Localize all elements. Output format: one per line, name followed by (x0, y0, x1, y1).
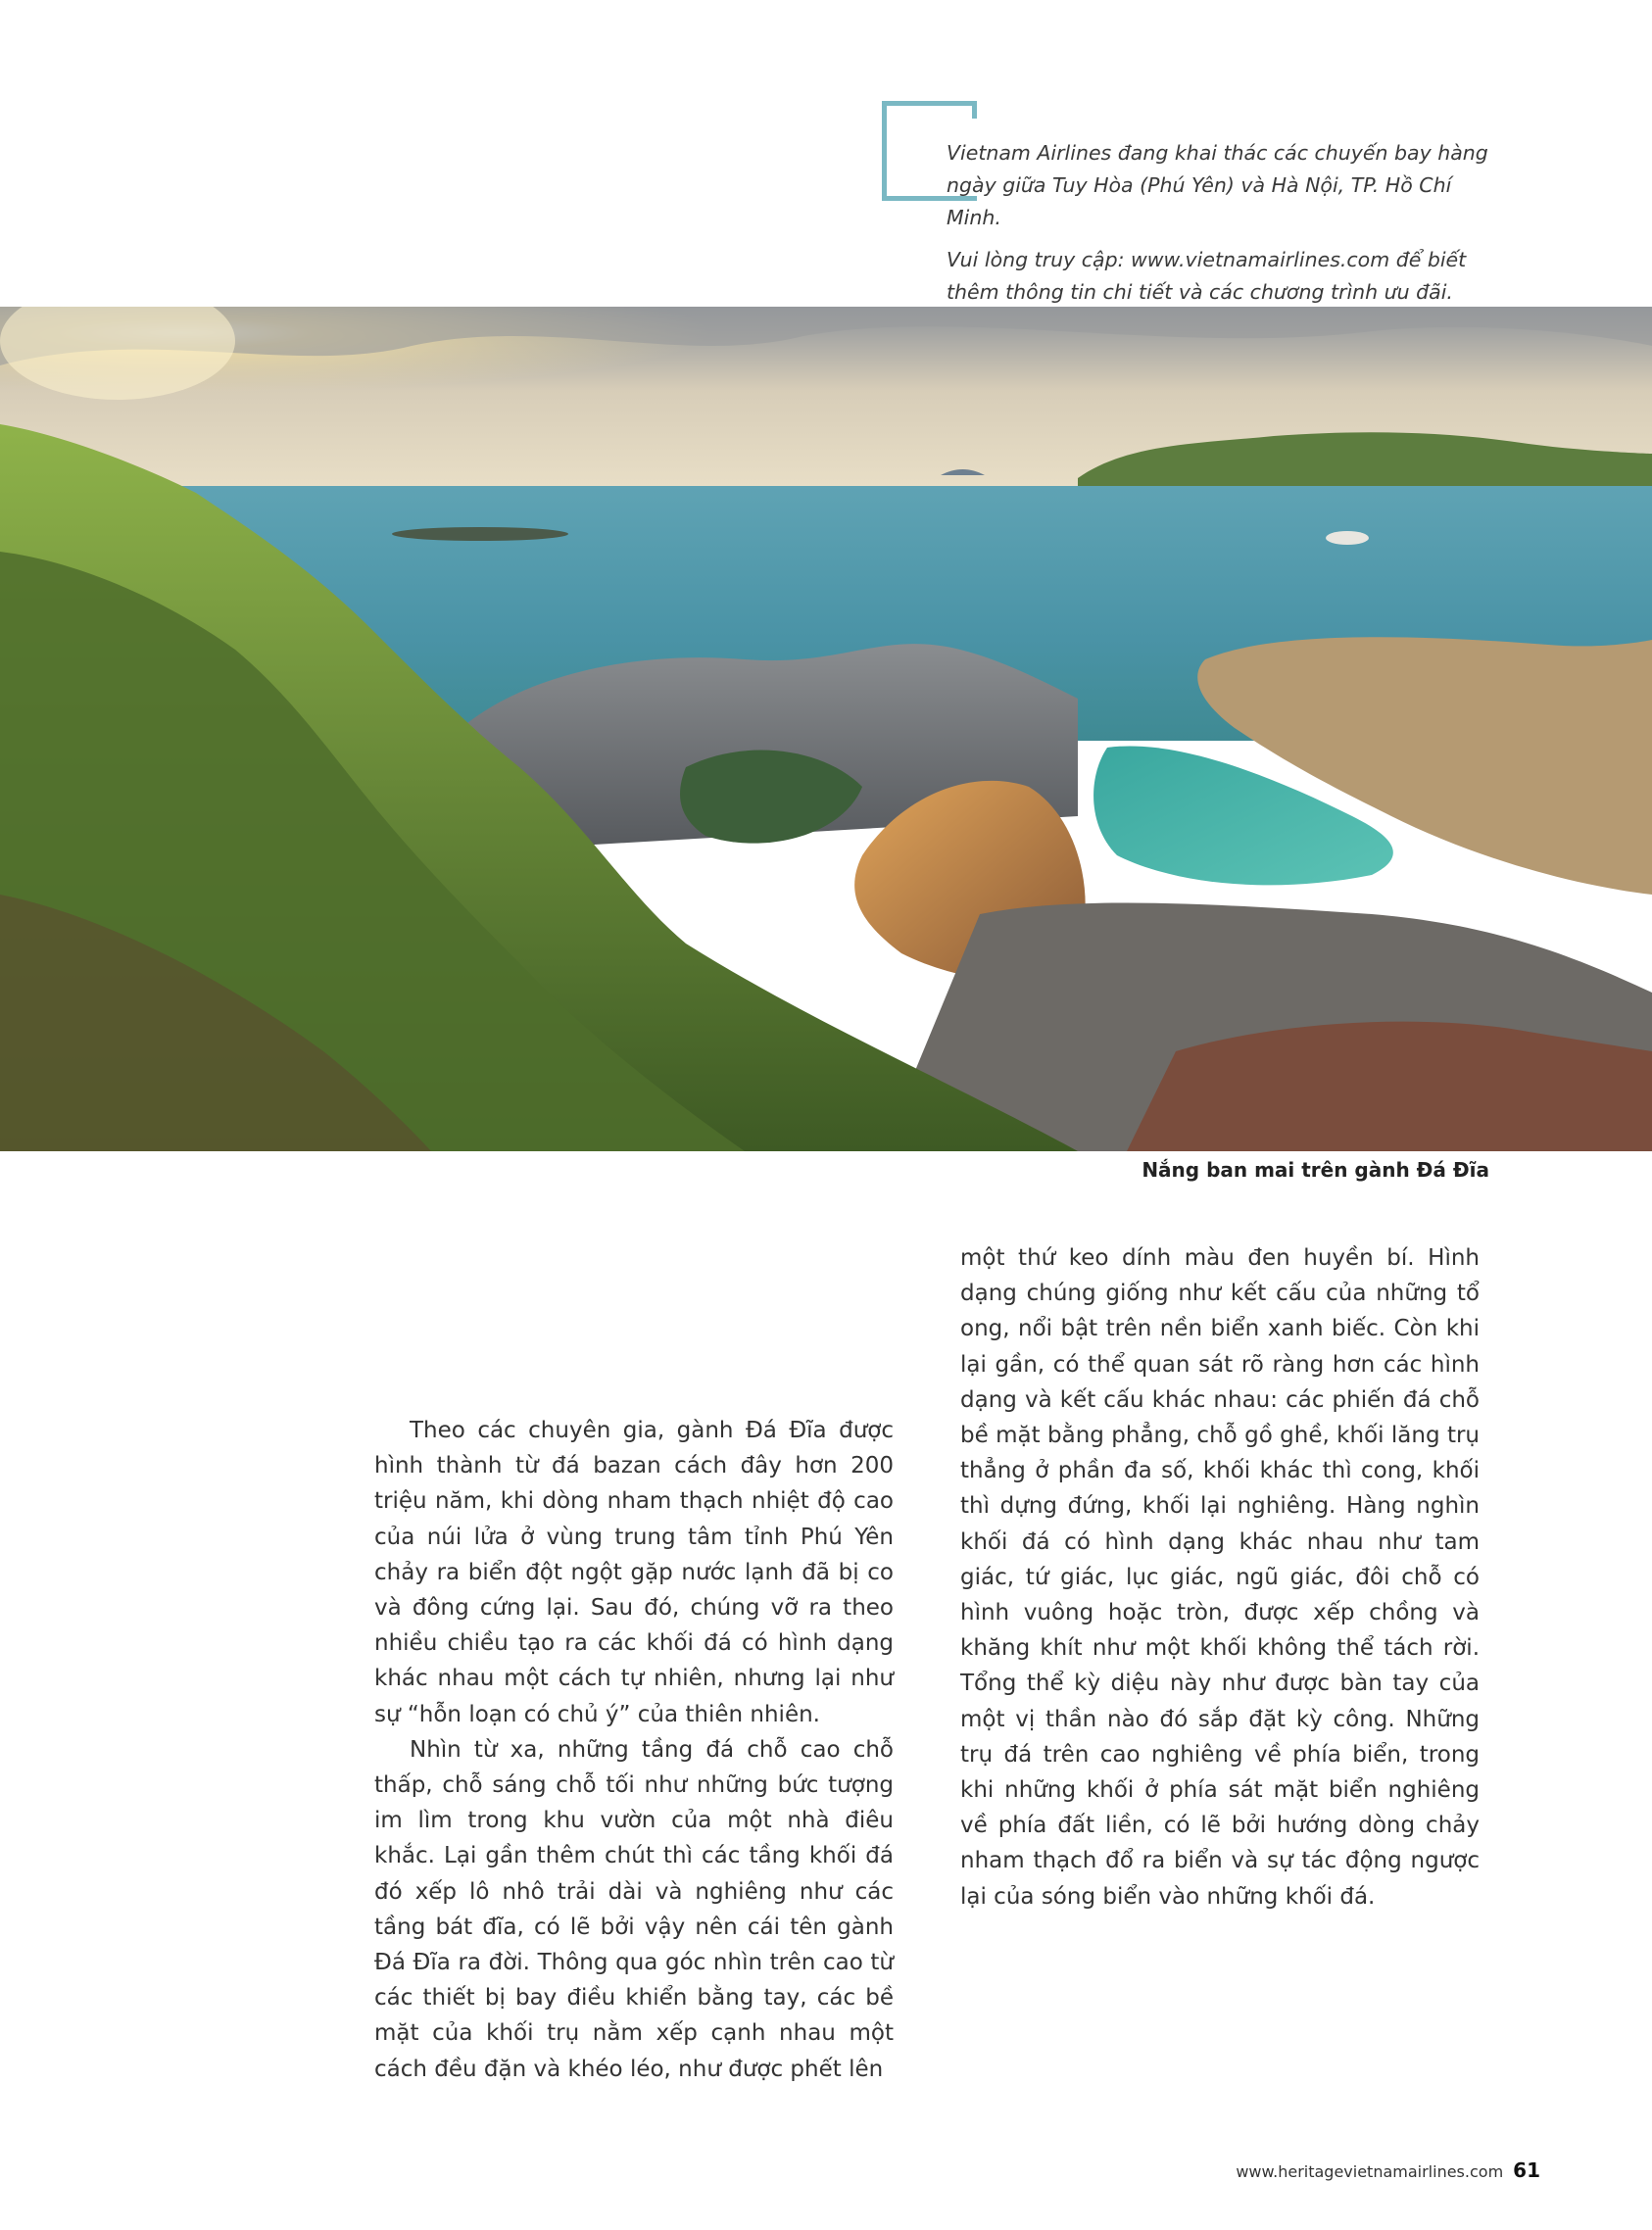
info-box (947, 137, 1495, 318)
article-paragraph: một thứ keo dính màu đen huyền bí. Hình dạng chúng giống như kết cấu của những tổ ong, nổi bật trên nền biển xanh biếc. Còn khi lại gần, có thể quan sát rõ ràng hơn các hình dạng và kết cấu khác nhau: các phiến đá chỗ bề mặt bằng phẳng, chỗ gồ ghề, khối lăng trụ thẳng ở phần đa số, khối khác thì cong, khối thì dựng đứng, khối lại nghiêng. Hàng nghìn khối đá có hình dạng khác nhau như tam giác, tứ giác, lục giác, ngũ giác, đôi chỗ có hình vuông hoặc tròn, được xếp chồng và khăng khít như một khối không thể tách rời. Tổng thể kỳ diệu này như được bàn tay của một vị thần nào đó sắp đặt kỳ công. Những trụ đá trên cao nghiêng về phía biển, trong khi những khối ở phía sát mặt biển nghiêng về phía đất liền, có lẽ bởi hướng dòng chảy nham thạch đổ ra biển và sự tác động ngược lại của sóng biển vào những khối đá. (960, 1245, 1480, 1910)
photo-caption: Nắng ban mai trên gành Đá Đĩa (1142, 1158, 1489, 1182)
page-number: 61 (1513, 2158, 1540, 2182)
coastline-photo (0, 307, 1652, 1151)
info-box-website-text: Vui lòng truy cập: www.vietnamairlines.com để biết thêm thông tin chi tiết và các chương trình ưu đãi. (947, 248, 1467, 304)
article-paragraph: Theo các chuyên gia, gành Đá Đĩa được hình thành từ đá bazan cách đây hơn 200 triệu năm, khi dòng nham thạch nhiệt độ cao của núi lửa ở vùng trung tâm tỉnh Phú Yên chảy ra biển đột ngột gặp nước lạnh đã bị co và đông cứng lại. Sau đó, chúng vỡ ra theo nhiều chiều tạo ra các khối đá có hình dạng khác nhau một cách tự nhiên, nhưng lại như sự “hỗn loạn có chủ ý” của thiên nhiên. (374, 1418, 894, 1727)
article-right-column (960, 1240, 1480, 1915)
article-paragraph: Nhìn từ xa, những tầng đá chỗ cao chỗ thấp, chỗ sáng chỗ tối như những bức tượng im lìm trong khu vườn của một nhà điêu khắc. Lại gần thêm chút thì các tầng khối đá đó xếp lô nhô trải dài và nghiêng như các tầng bát đĩa, có lẽ bởi vậy nên cái tên gành Đá Đĩa ra đời. Thông qua góc nhìn trên cao từ các thiết bị bay điều khiển bằng tay, các bề mặt của khối trụ nằm xếp cạnh nhau một cách đều đặn và khéo léo, như được phết lên (374, 1736, 894, 2082)
footer-website: www.heritagevietnamairlines.com (1236, 2162, 1504, 2181)
article-left-column (374, 1413, 894, 2087)
info-box-flights-text: Vietnam Airlines đang khai thác các chuyến bay hàng ngày giữa Tuy Hòa (Phú Yên) và Hà Nội, TP. Hồ Chí Minh. (947, 141, 1488, 229)
page-footer (1236, 2158, 1540, 2182)
